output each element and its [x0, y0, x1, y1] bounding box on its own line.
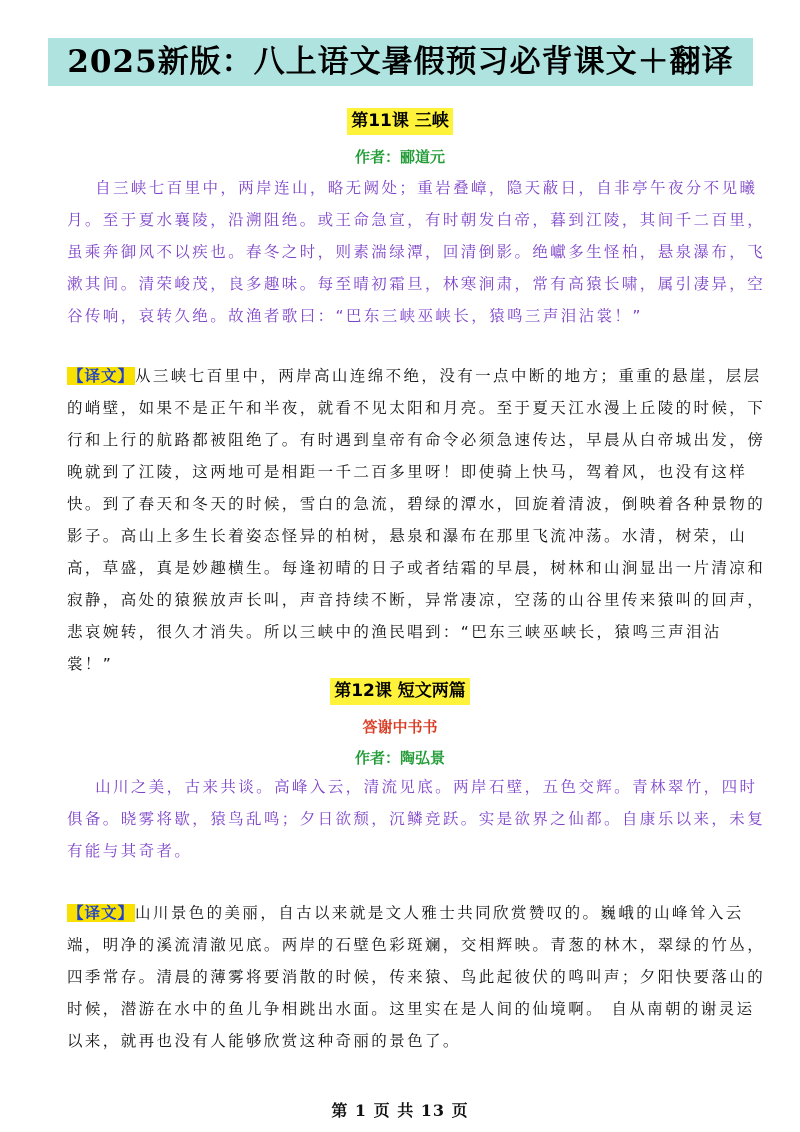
- lesson-12-heading: [0, 678, 800, 705]
- lesson-11-heading: [0, 108, 800, 135]
- lesson-11-translation: [67, 360, 767, 680]
- lesson-12-original-content: 山川之美，古来共谈。高峰入云，清流见底。两岸石壁，五色交辉。青林翠竹，四时俱备。晓雾将歇，猿鸟乱鸣；夕日欲颓，沉鳞竞跃。实是欲界之仙都。自康乐以来，未复有能与其奇者。: [67, 778, 766, 860]
- lesson-11-original-text: [67, 172, 767, 332]
- translation-tag: 【译文】: [68, 904, 135, 922]
- lesson-11-translation-content: 从三峡七百里中，两岸高山连绵不绝，没有一点中断的地方；重重的悬崖，层层的峭壁，如果不是正午和半夜，就看不见太阳和月亮。至于夏天江水漫上丘陵的时候，下行和上行的航路都被阻绝了。有时遇到皇帝有命令必须急速传达，早晨从白帝城出发，傍晚就到了江陵，这两地可是相距一千二百多里呀！即使骑上快马，驾着风，也没有这样快。到了春天和冬天的时候，雪白的急流，碧绿的潭水，回旋着清波，倒映着各种景物的影子。高山上多生长着姿态怪异的柏树，悬泉和瀑布在那里飞流冲荡。水清，树荣，山高，草盛，真是妙趣横生。每逢初晴的日子或者结霜的早晨，树林和山涧显出一片清凉和寂静，高处的猿猴放声长叫，声音持续不断，异常凄凉，空荡的山谷里传来猿叫的回声，悲哀婉转，很久才消失。所以三峡中的渔民唱到：“巴东三峡巫峡长，猿鸣三声泪沾裳！”: [67, 367, 766, 673]
- page-title: 2025新版：八上语文暑假预习必背课文＋翻译: [48, 38, 753, 86]
- lesson-11-original-content: 自三峡七百里中，两岸连山，略无阙处；重岩叠嶂，隐天蔽日，自非亭午夜分不见曦月。至于夏水襄陵，沿溯阻绝。或王命急宣，有时朝发白帝，暮到江陵，其间千二百里，虽乘奔御风不以疾也。春冬之时，则素湍绿潭，回清倒影。绝巘多生怪柏，悬泉瀑布，飞漱其间。清荣峻茂，良多趣味。每至晴初霜旦，林寒涧肃，常有高猿长啸，属引凄异，空谷传响，哀转久绝。故渔者歌曰：“巴东三峡巫峡长，猿鸣三声泪沾裳！”: [67, 179, 766, 325]
- translation-tag: 【译文】: [68, 367, 135, 385]
- lesson-12-translation: [67, 897, 767, 1057]
- lesson-12-translation-content: 山川景色的美丽，自古以来就是文人雅士共同欣赏赞叹的。巍峨的山峰耸入云端，明净的溪流清澈见底。两岸的石壁色彩斑斓，交相辉映。青葱的林木，翠绿的竹丛，四季常存。清晨的薄雾将要消散的时候，传来猿、鸟此起彼伏的鸣叫声；夕阳快要落山的时候，潜游在水中的鱼儿争相跳出水面。这里实在是人间的仙境啊。 自从南朝的谢灵运以来，就再也没有人能够欣赏这种奇丽的景色了。: [67, 904, 766, 1050]
- page-footer: 第 1 页 共 13 页: [331, 1101, 469, 1120]
- lesson-12-author: 作者：陶弘景: [354, 749, 445, 767]
- lesson-12-original-text: [67, 771, 767, 867]
- lesson-11-author: 作者：郦道元: [354, 148, 445, 166]
- lesson-12-heading-text: 第12课 短文两篇: [330, 678, 470, 705]
- lesson-12-subtitle: 答谢中书书: [362, 718, 438, 736]
- lesson-11-heading-text: 第11课 三峡: [347, 108, 453, 135]
